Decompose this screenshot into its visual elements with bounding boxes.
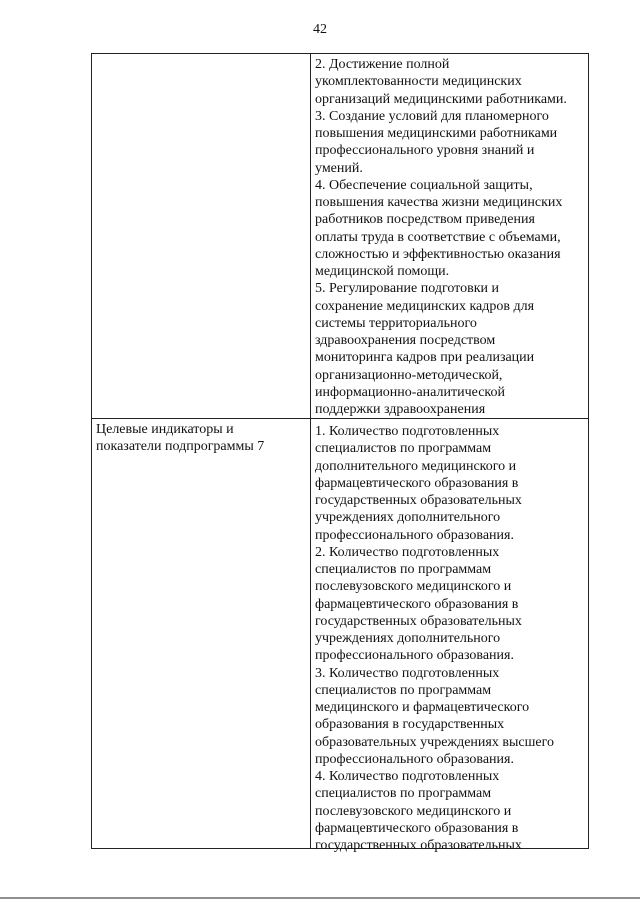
table-row-objectives-continued: [92, 54, 588, 419]
text-line: организаций медицинскими работниками.: [315, 91, 567, 107]
text-line: поддержки здравоохранения: [315, 402, 486, 417]
text-line: государственных образовательных: [315, 838, 522, 853]
text-line: государственных образовательных: [315, 613, 522, 629]
page-number: 42: [313, 22, 327, 37]
text-line: мониторинга кадров при реализации: [315, 350, 535, 366]
column-divider: [310, 419, 311, 848]
text-line: системы территориального: [315, 315, 477, 331]
text-line: образовательных учреждениях высшего: [315, 734, 554, 750]
text-line: здравоохранения посредством: [315, 333, 496, 348]
objectives-list: [315, 56, 587, 418]
text-line: укомплектованности медицинских: [315, 74, 522, 90]
text-line: 2. Количество подготовленных: [315, 544, 500, 560]
table-row-target-indicators: [92, 419, 588, 853]
text-line: учреждениях дополнительного: [315, 510, 501, 526]
text-line: сохранение медицинских кадров для: [315, 298, 535, 314]
text-line: специалистов по программам: [315, 441, 492, 457]
text-line: фармацевтического образования в: [315, 596, 519, 612]
text-line: образования в государственных: [315, 717, 505, 733]
text-line: медицинской помощи.: [315, 264, 450, 279]
text-line: оплаты труда в соответствие с объемами,: [315, 229, 561, 245]
scan-bottom-edge: [0, 897, 640, 899]
text-line: специалистов по программам: [315, 786, 492, 802]
text-line: 3. Создание условий для планомерного: [315, 108, 549, 124]
text-line: 3. Количество подготовленных: [315, 665, 500, 681]
text-line: специалистов по программам: [315, 562, 492, 577]
text-line: работников посредством приведения: [315, 212, 535, 228]
row-label-line: Целевые индикаторы и: [96, 422, 234, 437]
text-line: 2. Достижение полной: [315, 57, 450, 72]
text-line: фармацевтического образования в: [315, 820, 519, 836]
row-label: [96, 422, 306, 455]
text-line: государственных образовательных: [315, 493, 522, 508]
text-line: 4. Обеспечение социальной защиты,: [315, 177, 533, 193]
text-line: 1. Количество подготовленных: [315, 424, 500, 439]
subprogram-table: [91, 53, 589, 853]
text-line: организационно-методической,: [315, 367, 503, 383]
text-line: специалистов по программам: [315, 682, 492, 698]
text-line: дополнительного медицинского и: [315, 458, 517, 474]
text-line: повышения медицинскими работниками: [315, 126, 558, 141]
text-line: 4. Количество подготовленных: [315, 769, 500, 784]
column-divider: [310, 54, 311, 418]
text-line: послевузовского медицинского и: [315, 803, 512, 819]
text-line: фармацевтического образования в: [315, 475, 519, 491]
row-label-line: показатели подпрограммы 7: [96, 438, 265, 454]
text-line: умений.: [315, 160, 363, 176]
text-line: профессионального уровня знаний и: [315, 143, 535, 159]
text-line: профессионального образования.: [315, 751, 514, 767]
text-line: повышения качества жизни медицинских: [315, 195, 563, 210]
text-line: профессионального образования.: [315, 527, 514, 543]
text-line: 5. Регулирование подготовки и: [315, 281, 500, 297]
text-line: профессионального образования.: [315, 648, 514, 664]
indicators-list: [315, 423, 587, 854]
text-line: сложностью и эффективностью оказания: [315, 246, 561, 262]
text-line: информационно-аналитической: [315, 384, 505, 400]
text-line: послевузовского медицинского и: [315, 579, 512, 595]
text-line: учреждениях дополнительного: [315, 631, 501, 646]
text-line: медицинского и фармацевтического: [315, 700, 530, 715]
